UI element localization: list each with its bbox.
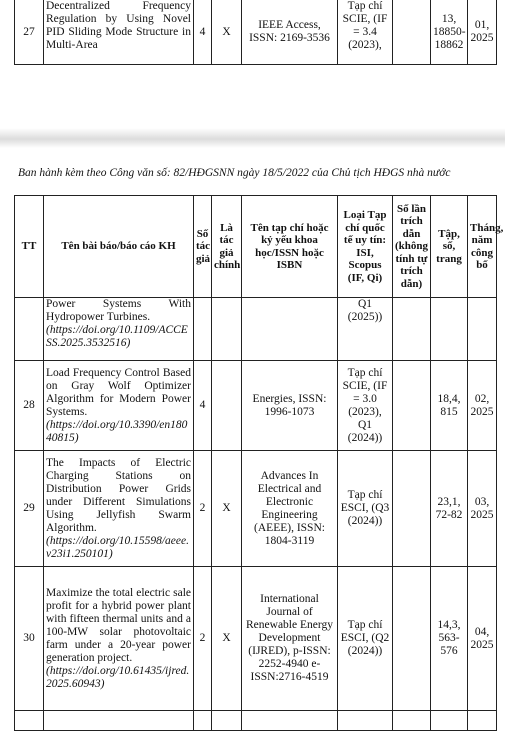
citation-count bbox=[393, 0, 431, 65]
volume-pages bbox=[431, 711, 468, 731]
table-row bbox=[15, 298, 497, 361]
paper-title-cell bbox=[44, 361, 194, 451]
table-row bbox=[15, 711, 497, 731]
table-row bbox=[15, 0, 497, 65]
header-date: Tháng, năm công bố bbox=[468, 196, 497, 298]
journal-name bbox=[242, 711, 338, 731]
row-number: 28 bbox=[15, 361, 44, 451]
document-caption: Ban hành kèm theo Công văn số: 82/HĐGSNN ngày 18/5/2022 của Chủ tịch HĐGS nhà nước bbox=[18, 167, 451, 179]
main-author-mark bbox=[212, 711, 242, 731]
volume-pages: 14,3, 563-576 bbox=[431, 567, 468, 711]
publications-table bbox=[14, 195, 504, 731]
row-number: 30 bbox=[15, 567, 44, 711]
publish-date: 02, 2025 bbox=[468, 361, 497, 451]
header-main-author: Là tác giả chính bbox=[212, 196, 242, 298]
citation-count bbox=[393, 298, 431, 361]
main-author-mark: X bbox=[212, 0, 242, 65]
doi-link[interactable]: (https://doi.org/10.15598/aeee.v23i1.250101) bbox=[46, 534, 189, 560]
paper-title: Maximize the total electric sale profit for a hybrid power plant with fifteen thermal units and a 100-MW solar photovoltaic farm under a 20-year power generation project. bbox=[46, 586, 191, 664]
table-header-row bbox=[15, 196, 497, 298]
journal-name: Energies, ISSN: 1996-1073 bbox=[242, 361, 338, 451]
paper-title: Power Systems With Hydropower Turbines. bbox=[46, 298, 191, 323]
header-cited: Số lần trích dẫn (không tính tự trích dẫn) bbox=[393, 196, 431, 298]
citation-count bbox=[393, 451, 431, 567]
author-count: 4 bbox=[194, 0, 212, 65]
journal-name: International Journal of Renewable Energy Development (IJRED), p-ISSN: 2252-4940 e-ISSN:2716-4519 bbox=[242, 567, 338, 711]
header-authors: Số tác giả bbox=[194, 196, 212, 298]
paper-title-cell bbox=[44, 298, 194, 361]
table-row bbox=[15, 361, 497, 451]
header-rank: Loại Tạp chí quốc tế uy tín: ISI, Scopus (IF, Qi) bbox=[338, 196, 393, 298]
volume-pages: 13, 18850-18862 bbox=[431, 0, 468, 65]
row-number: 27 bbox=[15, 0, 44, 65]
main-author-mark: X bbox=[212, 567, 242, 711]
publish-date bbox=[468, 298, 497, 361]
header-title: Tên bài báo/báo cáo KH bbox=[44, 196, 194, 298]
row-number bbox=[15, 711, 44, 731]
citation-count bbox=[393, 567, 431, 711]
paper-title: Decentralized Frequency Regulation by Using Novel PID Sliding Mode Structure in Multi-Area bbox=[44, 0, 194, 65]
table-row bbox=[15, 451, 497, 567]
main-author-mark bbox=[212, 361, 242, 451]
publish-date bbox=[468, 711, 497, 731]
journal-rank: Q1 (2025)) bbox=[338, 298, 393, 361]
author-count: 4 bbox=[194, 361, 212, 451]
journal-rank: Tạp chí ESCI, (Q3 (2024)) bbox=[338, 451, 393, 567]
paper-title: The Impacts of Electric Charging Stations on Distribution Power Grids under Different Simulations Using Jellyfish Swarm Algorithm. bbox=[46, 456, 191, 534]
main-author-mark: X bbox=[212, 451, 242, 567]
author-count bbox=[194, 298, 212, 361]
citation-count bbox=[393, 711, 431, 731]
citation-count bbox=[393, 361, 431, 451]
paper-title: Load Frequency Control Based on Gray Wolf Optimizer Algorithm for Modern Power Systems. bbox=[46, 366, 191, 418]
publish-date: 03, 2025 bbox=[468, 451, 497, 567]
row-number: 29 bbox=[15, 451, 44, 567]
volume-pages: 23,1, 72-82 bbox=[431, 451, 468, 567]
journal-rank: Tạp chí SCIE, (IF = 3.4 (2023), bbox=[338, 0, 393, 65]
page-break-band bbox=[0, 128, 505, 148]
volume-pages bbox=[431, 298, 468, 361]
doi-link[interactable]: (https://doi.org/10.61435/ijred.2025.60943) bbox=[46, 664, 190, 690]
author-count bbox=[194, 711, 212, 731]
main-author-mark bbox=[212, 298, 242, 361]
paper-title-cell bbox=[44, 567, 194, 711]
paper-title-cell bbox=[44, 451, 194, 567]
journal-rank bbox=[338, 711, 393, 731]
publish-date: 04, 2025 bbox=[468, 567, 497, 711]
author-count: 2 bbox=[194, 451, 212, 567]
publish-date: 01, 2025 bbox=[468, 0, 497, 65]
previous-page-table bbox=[14, 0, 497, 65]
table-row bbox=[15, 567, 497, 711]
volume-pages: 18,4, 815 bbox=[431, 361, 468, 451]
journal-name bbox=[242, 298, 338, 361]
paper-title bbox=[44, 711, 194, 731]
row-number bbox=[15, 298, 44, 361]
journal-name: IEEE Access, ISSN: 2169-3536 bbox=[242, 0, 338, 65]
header-tt: TT bbox=[15, 196, 44, 298]
author-count: 2 bbox=[194, 567, 212, 711]
header-volume: Tập, số, trang bbox=[431, 196, 468, 298]
header-journal: Tên tạp chí hoặc kỷ yếu khoa học/ISSN hoặc ISBN bbox=[242, 196, 338, 298]
doi-link[interactable]: (https://doi.org/10.3390/en18040815) bbox=[46, 418, 188, 444]
journal-name: Advances In Electrical and Electronic Engineering (AEEE), ISSN: 1804-3119 bbox=[242, 451, 338, 567]
journal-rank: Tạp chí ESCI, (Q2 (2024)) bbox=[338, 567, 393, 711]
doi-link[interactable]: (https://doi.org/10.1109/ACCESS.2025.3532516) bbox=[46, 324, 188, 349]
journal-rank: Tạp chí SCIE, (IF = 3.0 (2023), Q1 (2024)) bbox=[338, 361, 393, 451]
